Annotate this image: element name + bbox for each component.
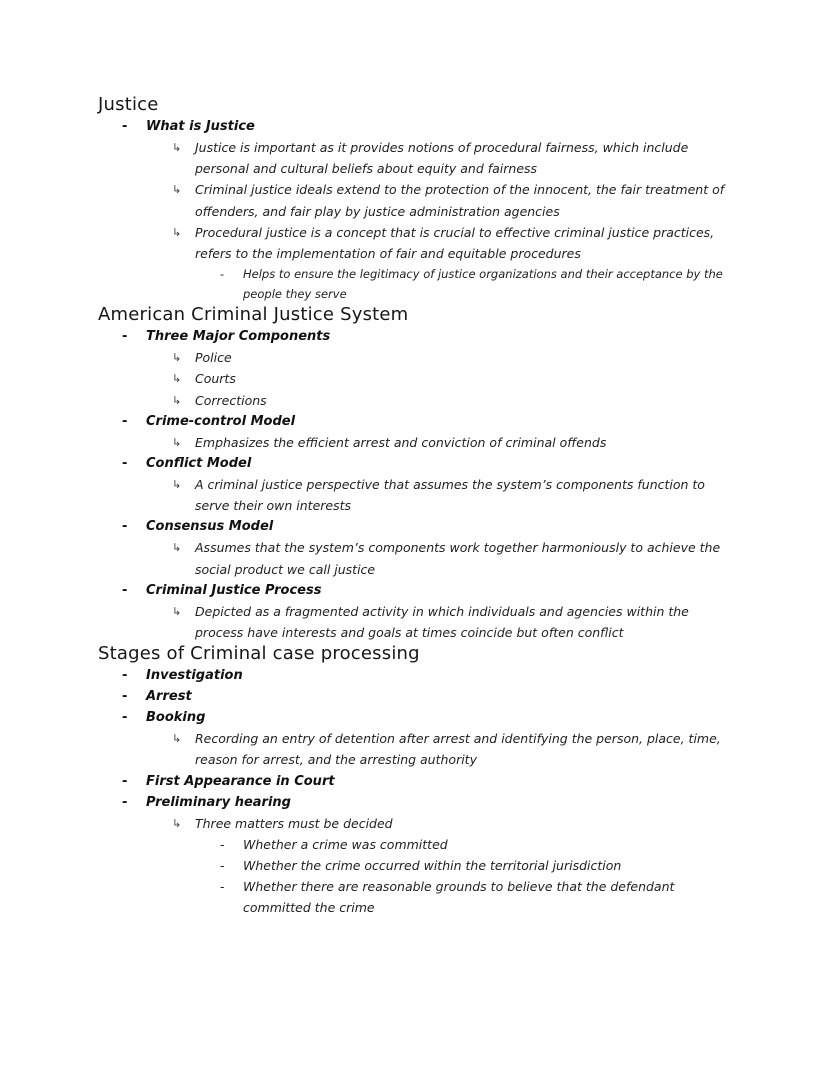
arrow-bullet-icon: ↳: [172, 183, 182, 197]
dash-bullet-icon: -: [122, 710, 128, 726]
arrow-bullet-icon: ↳: [172, 225, 182, 239]
sub-bullet: ↳ Police: [98, 347, 738, 368]
bullet-conflict-model: - Conflict Model: [98, 453, 738, 474]
dash-bullet-icon: -: [122, 794, 128, 810]
sub-bullet: ↳ Criminal justice ideals extend to the protection of the innocent, the fair treatment of offenders, and fair play by justice administration agencies: [98, 179, 738, 221]
arrow-bullet-icon: ↳: [172, 393, 182, 407]
bullet-booking: - Booking: [98, 707, 738, 728]
sub-bullet: ↳ Procedural justice is a concept that is crucial to effective criminal justice practices, refers to the implementation of fair and equitable procedures: [98, 222, 738, 264]
dash-bullet-icon: -: [122, 413, 128, 429]
dash-bullet-icon: -: [122, 519, 128, 535]
bullet-arrest: - Arrest: [98, 686, 738, 707]
arrow-bullet-icon: ↳: [172, 541, 182, 555]
sub-bullet: ↳ Depicted as a fragmented activity in which individuals and agencies within the process have interests and goals at times coincide but often conflict: [98, 601, 738, 643]
sub-bullet: ↳ Justice is important as it provides notions of procedural fairness, which include personal and cultural beliefs about equity and fairness: [98, 137, 738, 179]
bullet-crime-control-model: - Crime-control Model: [98, 411, 738, 432]
arrow-bullet-icon: ↳: [172, 478, 182, 492]
section-heading-stages: Stages of Criminal case processing: [98, 643, 420, 665]
dash-bullet-icon: -: [122, 689, 128, 705]
sub-bullet: ↳ Courts: [98, 368, 738, 389]
dash-bullet-icon: -: [122, 582, 128, 598]
notes-document: [98, 94, 738, 919]
arrow-bullet-icon: ↳: [172, 435, 182, 449]
bullet-first-appearance: - First Appearance in Court: [98, 771, 738, 792]
dash-bullet-icon: -: [220, 836, 225, 852]
section-heading-american-cjs: American Criminal Justice System: [98, 304, 409, 326]
bullet-what-is-justice: - What is Justice: [98, 116, 738, 137]
sub-sub-bullet: - Whether the crime occurred within the territorial jurisdiction: [98, 855, 738, 876]
sub-bullet: ↳ Emphasizes the efficient arrest and conviction of criminal offends: [98, 432, 738, 453]
arrow-bullet-icon: ↳: [172, 351, 182, 365]
sub-bullet: ↳ Three matters must be decided: [98, 813, 738, 834]
arrow-bullet-icon: ↳: [172, 732, 182, 746]
section-heading-justice: Justice: [98, 94, 159, 115]
dash-bullet-icon: -: [122, 329, 128, 345]
dash-bullet-icon: -: [220, 858, 225, 874]
dash-bullet-icon: -: [220, 879, 225, 895]
bullet-criminal-justice-process: - Criminal Justice Process: [98, 580, 738, 601]
bullet-investigation: - Investigation: [98, 665, 738, 686]
dash-bullet-icon: -: [220, 267, 225, 282]
sub-sub-bullet: - Whether a crime was committed: [98, 834, 738, 855]
sub-bullet: ↳ A criminal justice perspective that assumes the system’s components function to serve their own interests: [98, 474, 738, 516]
bullet-consensus-model: - Consensus Model: [98, 516, 738, 537]
dash-bullet-icon: -: [122, 119, 128, 134]
sub-bullet: ↳ Recording an entry of detention after arrest and identifying the person, place, time, reason for arrest, and the arresting authority: [98, 728, 738, 770]
bullet-three-major-components: - Three Major Components: [98, 326, 738, 347]
arrow-bullet-icon: ↳: [172, 141, 182, 154]
dash-bullet-icon: -: [122, 668, 128, 684]
sub-sub-bullet: - Whether there are reasonable grounds to believe that the defendant committed the crime: [98, 876, 738, 918]
bullet-preliminary-hearing: - Preliminary hearing: [98, 792, 738, 813]
sub-sub-bullet: - Helps to ensure the legitimacy of justice organizations and their acceptance by the people they serve: [98, 264, 738, 304]
dash-bullet-icon: -: [122, 456, 128, 472]
arrow-bullet-icon: ↳: [172, 816, 182, 830]
arrow-bullet-icon: ↳: [172, 372, 182, 386]
dash-bullet-icon: -: [122, 773, 128, 789]
arrow-bullet-icon: ↳: [172, 604, 182, 618]
sub-bullet: ↳ Corrections: [98, 390, 738, 411]
sub-bullet: ↳ Assumes that the system’s components work together harmoniously to achieve the social product we call justice: [98, 537, 738, 579]
